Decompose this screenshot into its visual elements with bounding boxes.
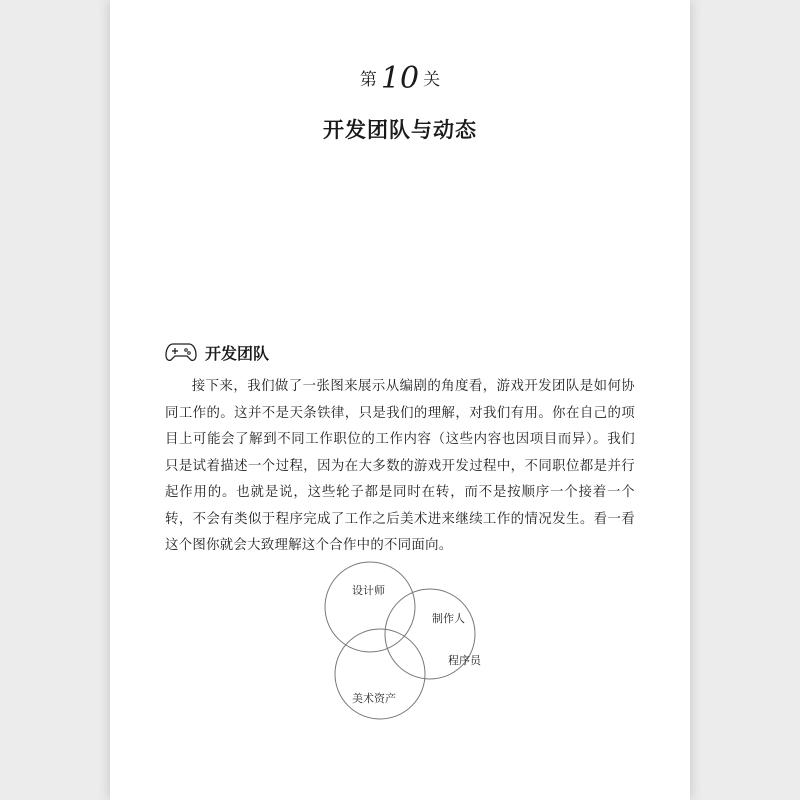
body-text: [165, 374, 635, 560]
venn-label-programmer: 程序员: [448, 654, 481, 667]
chapter-prefix: 第: [359, 70, 377, 90]
venn-circle-designer: [325, 562, 415, 652]
venn-label-producer: 制作人: [432, 612, 465, 625]
gamepad-icon: [165, 341, 197, 363]
chapter-suffix: 关: [423, 70, 441, 90]
venn-label-art-assets: 美术资产: [352, 692, 396, 705]
section-title: 开发团队: [205, 343, 270, 363]
chapter-title: 开发团队与动态: [323, 118, 477, 142]
venn-label-designer: 设计师: [352, 584, 385, 597]
venn-diagram: [310, 560, 490, 730]
chapter-number: 10: [380, 61, 420, 96]
book-page: [110, 0, 690, 800]
paragraph: 接下来，我们做了一张图来展示从编剧的角度看，游戏开发团队是如何协同工作的。这并不是天条铁律，只是我们的理解，对我们有用。你在自己的项目上可能会了解到不同工作职位的工作内容（这些内容也因项目而异）。我们只是试着描述一个过程，因为在大多数的游戏开发过程中，不同职位都是并行起作用的。也就是说，这些轮子都是同时在转，而不是按顺序一个接着一个转，不会有类似于程序完成了工作之后美术进来继续工作的情况发生。看一看这个图你就会大致理解这个合作中的不同面向。: [165, 379, 635, 553]
chapter-heading: [110, 62, 690, 97]
venn-circle-art: [335, 629, 425, 719]
section-heading: [165, 338, 269, 366]
